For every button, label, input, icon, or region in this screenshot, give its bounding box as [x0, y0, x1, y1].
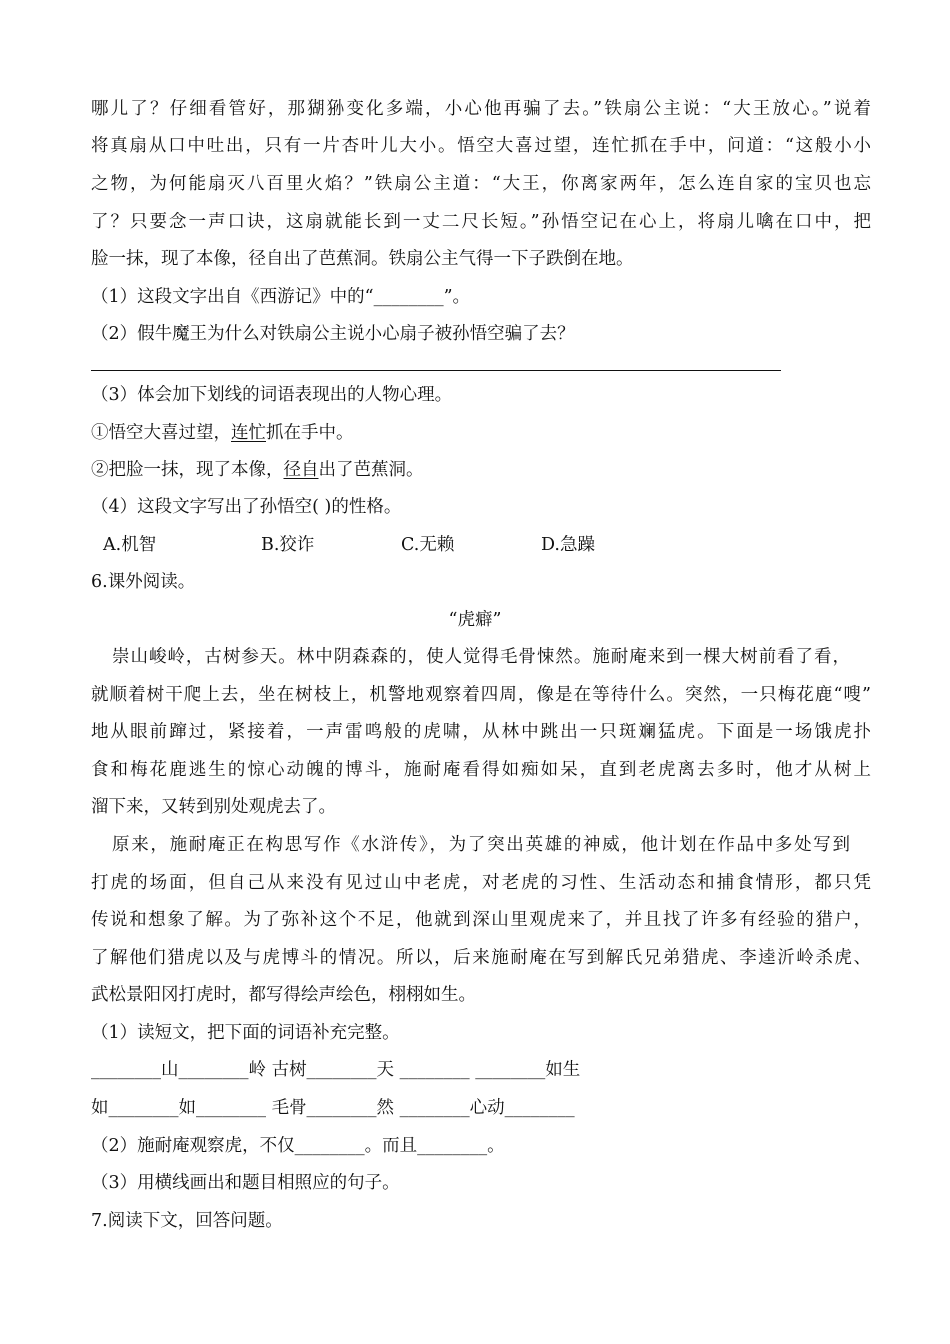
- question-6-1: （1）读短文，把下面的词语补充完整。: [91, 1023, 400, 1043]
- item-text: 出了芭蕉洞。: [318, 460, 424, 480]
- question-5-1: （1）这段文字出自《西游记》中的“________”。: [91, 287, 471, 307]
- paragraph-line: 就顺着树干爬上去，坐在树枝上，机警地观察着四周，像是在等待什么。突然，一只梅花鹿“嗖”: [91, 685, 871, 705]
- paragraph-line: 了？只要念一声口诀，这扇就能长到一丈二尺长短。”孙悟空记在心上，将扇儿噙在口中，把: [91, 212, 871, 232]
- question-5-2: （2）假牛魔王为什么对铁扇公主说小心扇子被孙悟空骗了去？: [91, 324, 575, 344]
- fill-in-row-1: ________山________岭 古树________天 ________ ________如生: [91, 1060, 581, 1080]
- question-5-3: （3）体会加下划线的词语表现出的人物心理。: [91, 385, 453, 405]
- question-5-3-item-b: [91, 457, 871, 483]
- item-text: ①悟空大喜过望，: [91, 423, 231, 443]
- question-7-title: 7.阅读下文，回答问题。: [91, 1211, 283, 1231]
- paragraph-line: 崇山峻岭，古树参天。林中阴森森的，使人觉得毛骨悚然。施耐庵来到一棵大树前看了看，: [112, 647, 850, 667]
- paragraph-line: 地从眼前蹿过，紧接着，一声雷鸣般的虎啸，从林中跳出一只斑斓猛虎。下面是一场饿虎扑: [91, 722, 871, 742]
- option-a: A.机智: [103, 535, 157, 555]
- option-b: B.狡诈: [261, 535, 315, 555]
- option-c: C.无赖: [401, 535, 455, 555]
- paragraph-line: 了解他们猎虎以及与虎博斗的情况。所以，后来施耐庵在写到解氏兄弟猎虎、李逵沂岭杀虎、: [91, 948, 871, 968]
- paragraph-line: 打虎的场面，但自己从来没有见过山中老虎，对老虎的习性、生活动态和捕食情形，都只凭: [91, 873, 871, 893]
- answer-line: [91, 370, 781, 371]
- fill-in-row-2: 如________如________ 毛骨________然 ________心动________: [91, 1098, 575, 1118]
- paragraph-line: 武松景阳冈打虎时，都写得绘声绘色，栩栩如生。: [91, 985, 476, 1005]
- underlined-word: 径自: [283, 460, 319, 480]
- passage-title: “虎癖”: [448, 610, 502, 630]
- question-6-title: 6.课外阅读。: [91, 572, 196, 592]
- paragraph-line: 传说和想象了解。为了弥补这个不足，他就到深山里观虎来了，并且找了许多有经验的猎户，: [91, 910, 871, 930]
- paragraph-line: 脸一抹，现了本像，径自出了芭蕉洞。铁扇公主气得一下子跌倒在地。: [91, 249, 634, 269]
- paragraph-line: 哪儿了？仔细看管好，那猢狲变化多端，小心他再骗了去。”铁扇公主说：“大王放心。”说着: [91, 99, 871, 119]
- option-d: D.急躁: [541, 535, 595, 555]
- paragraph-line: 食和梅花鹿逃生的惊心动魄的博斗，施耐庵看得如痴如呆，直到老虎离去多时，他才从树上: [91, 760, 871, 780]
- question-6-2: （2）施耐庵观察虎，不仅________。而且________。: [91, 1136, 505, 1156]
- question-5-3-item-a: [91, 420, 871, 446]
- item-text: 抓在手中。: [266, 423, 354, 443]
- paragraph-line: 之物，为何能扇灭八百里火焰？”铁扇公主道：“大王，你离家两年，怎么连自家的宝贝也忘: [91, 174, 871, 194]
- item-text: ②把脸一抹，现了本像，: [91, 460, 284, 480]
- paragraph-line: 将真扇从口中吐出，只有一片杏叶儿大小。悟空大喜过望，连忙抓在手中，问道：“这般小小: [91, 136, 871, 156]
- question-5-4: （4）这段文字写出了孙悟空( )的性格。: [91, 497, 402, 517]
- question-6-3: （3）用横线画出和题目相照应的句子。: [91, 1173, 400, 1193]
- paragraph-line: 溜下来，又转到别处观虎去了。: [91, 797, 336, 817]
- paragraph-line: 原来，施耐庵正在构思写作《水浒传》，为了突出英雄的神威，他计划在作品中多处写到: [112, 835, 850, 855]
- underlined-word: 连忙: [231, 423, 266, 443]
